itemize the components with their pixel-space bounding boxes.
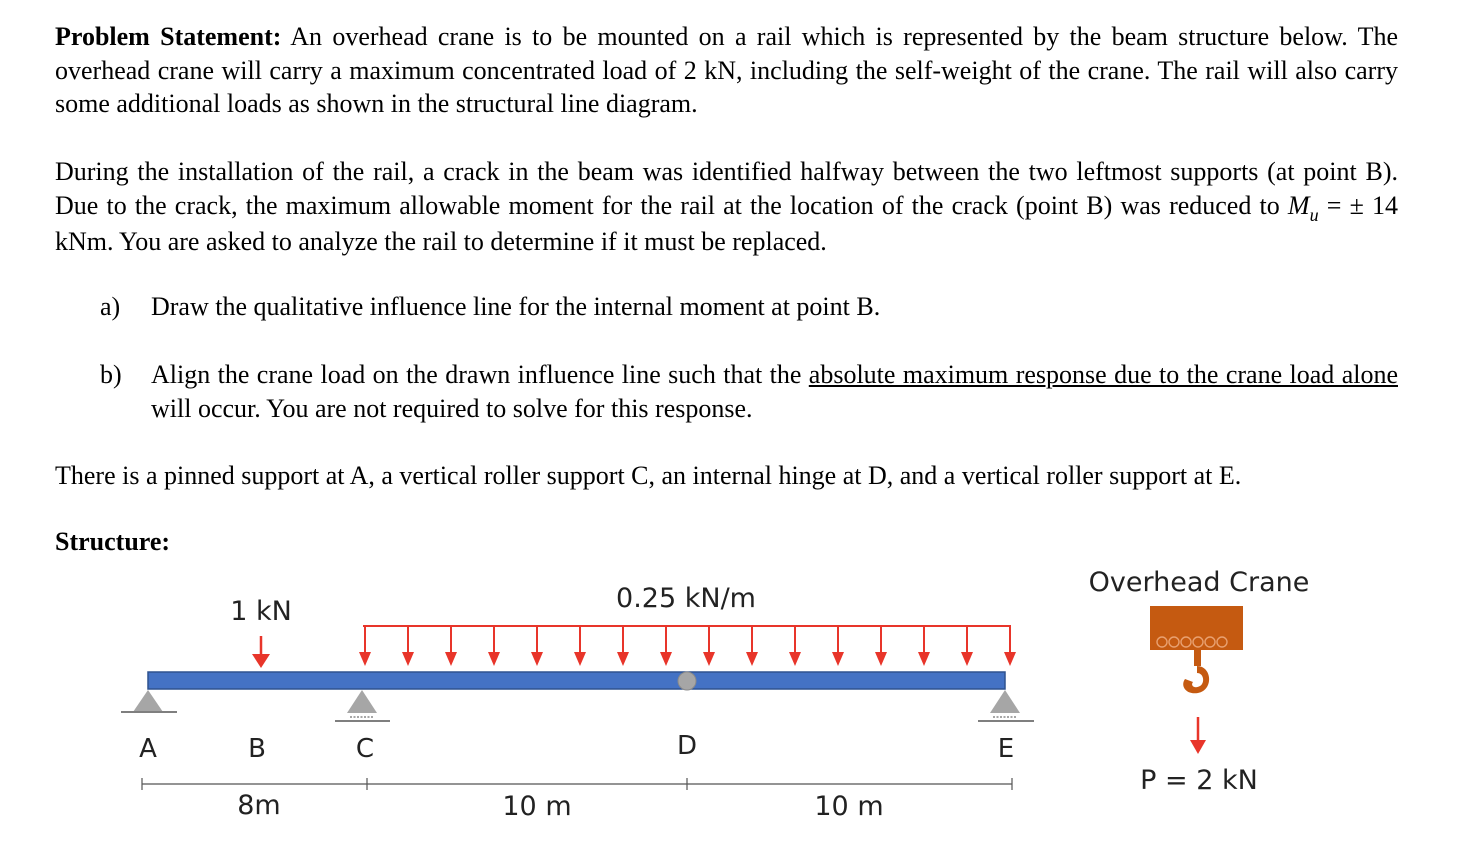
support-E-roller (978, 690, 1034, 721)
udl-arrow-head (875, 652, 887, 666)
dimension-line (142, 778, 1012, 790)
point-load-arrow (252, 636, 270, 668)
crane-title: Overhead Crane (1088, 567, 1310, 598)
udl-arrow-head (918, 652, 930, 666)
question-a-label: a) (100, 292, 121, 321)
udl-arrow-head (574, 652, 586, 666)
udl-arrow-head (617, 652, 629, 666)
beam (148, 672, 1005, 689)
hinge-D (678, 672, 696, 690)
udl-arrow-head (488, 652, 500, 666)
udl-arrow-head (445, 652, 457, 666)
dimension-AC: 8m (237, 790, 281, 821)
crane-load-label: P = 2 kN (1140, 765, 1258, 796)
crack-text-end: = ± 14 kNm. You are asked to analyze the rail to determine if it must be replaced. (55, 190, 1399, 256)
problem-text: An overhead crane is to be mounted on a rail which is represented by the beam structure below. The overhead crane will carry a maximum concentrated load of 2 kN, including the self-weight of the crane. The rail will also carry some additional loads as shown in the structural line diagram. (55, 22, 1399, 118)
support-C-roller (335, 690, 390, 721)
dimension-DE: 10 m (814, 791, 884, 822)
distributed-load-label: 0.25 kN/m (616, 583, 756, 614)
udl-arrow-head (746, 652, 758, 666)
crane-hook-icon (1150, 606, 1243, 693)
question-b-text-2: will occur. You are not required to solve for this response. (151, 393, 753, 423)
question-b-text-1: Align the crane load on the drawn influence line such that the (151, 360, 809, 389)
problem-label: Problem Statement: (55, 22, 282, 51)
point-load-label: 1 kN (230, 596, 292, 627)
moment-subscript: u (1309, 204, 1319, 225)
point-C-label: C (355, 734, 375, 764)
point-D-label: D (676, 731, 698, 761)
point-A-label: A (139, 734, 157, 764)
udl-arrow-head (1004, 652, 1016, 666)
question-a-text: Draw the qualitative influence line for the internal moment at point B. (151, 292, 881, 321)
question-b-underlined: absolute maximum response due to the crane load alone (808, 360, 1398, 389)
udl-arrow-head (703, 652, 715, 666)
distributed-load-arrows (359, 626, 1016, 666)
moment-symbol: M (1287, 190, 1310, 220)
udl-arrow-head (961, 652, 973, 666)
crack-text: During the installation of the rail, a crack in the beam was identified halfway between the two leftmost supports (at point B). Due to the crack, the maximum allowable moment for the rail at the location of the crack (point B) was reduced to (55, 157, 1398, 220)
udl-arrow-head (359, 652, 371, 666)
structure-heading: Structure: (55, 527, 171, 556)
crane-load-arrow (1190, 717, 1206, 754)
point-E-label: E (997, 734, 1015, 764)
udl-arrow-head (832, 652, 844, 666)
udl-arrow-head (402, 652, 414, 666)
support-A-pin (121, 690, 177, 712)
question-b-label: b) (100, 360, 122, 389)
supports-text: There is a pinned support at A, a vertical roller support C, an internal hinge at D, and a vertical roller support at E. (55, 461, 1242, 490)
udl-arrow-head (789, 652, 801, 666)
udl-arrow-head (531, 652, 543, 666)
udl-arrow-head (660, 652, 672, 666)
point-B-label: B (248, 734, 266, 764)
dimension-CD: 10 m (502, 791, 572, 822)
